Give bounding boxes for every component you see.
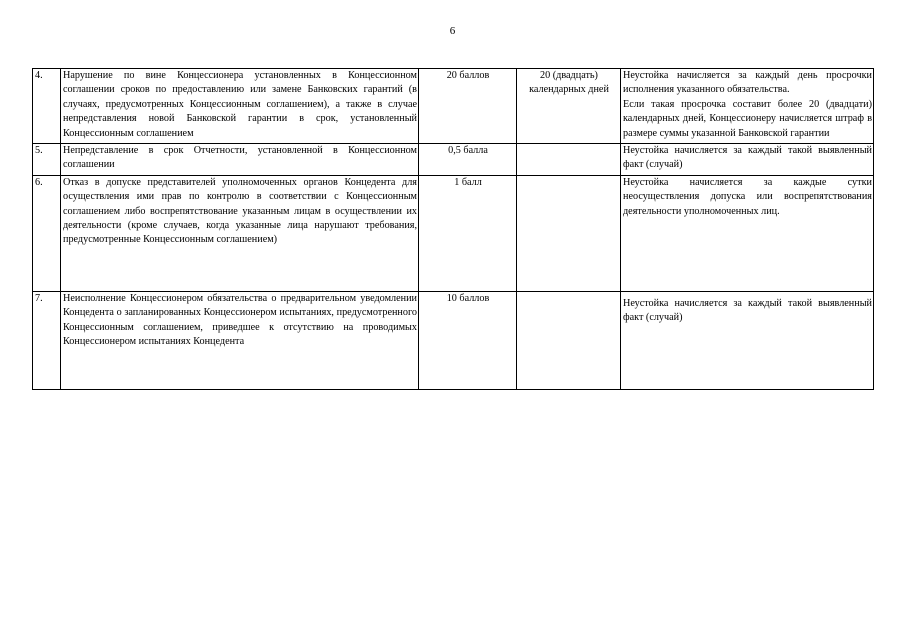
row-number: 6. xyxy=(33,175,61,291)
note-text: Неустойка начисляется за каждый такой выявленный факт (случай) xyxy=(623,297,872,324)
note-cell xyxy=(621,175,874,291)
violation-text: Непредставление в срок Отчетности, установленной в Концессионном соглашении xyxy=(61,144,419,176)
note-text-2: Если такая просрочка составит более 20 (двадцати) календарных дней, Концессионеру начисляется штраф в размере суммы указанной Банковской гарантии xyxy=(623,98,872,139)
note-cell xyxy=(621,291,874,389)
penalty-points: 0,5 балла xyxy=(419,144,517,176)
violation-text: Отказ в допуске представителей уполномоченных органов Концедента для осуществления ими прав по контролю в соответствии с Концессионным соглашением либо воспрепятствование указанным лицам в осуществлении их деятельности (кроме случаев, когда указанные лица нарушают требования, предусмотренные Концессионным соглашением) xyxy=(61,175,419,291)
table-row xyxy=(33,291,874,389)
penalty-points: 10 баллов xyxy=(419,291,517,389)
penalties-table xyxy=(32,68,874,390)
row-number: 5. xyxy=(33,144,61,176)
penalty-points: 20 баллов xyxy=(419,69,517,144)
violation-text: Неисполнение Концессионером обязательства о предварительном уведомлении Концедента о запланированных Концессионером испытаниях, предусмотренного Концессионным соглашением, приведшее к отсутствию на проводимых Концессионером испытаниях Концедента xyxy=(61,291,419,389)
row-number: 4. xyxy=(33,69,61,144)
term-text xyxy=(517,144,621,176)
note-text: Неустойка начисляется за каждые сутки неосуществления допуска или воспрепятствования деятельности уполномоченных лиц. xyxy=(623,176,872,217)
penalty-points: 1 балл xyxy=(419,175,517,291)
table-row xyxy=(33,175,874,291)
term-text xyxy=(517,291,621,389)
note-text: Неустойка начисляется за каждый такой выявленный факт (случай) xyxy=(623,145,872,171)
row-number: 7. xyxy=(33,291,61,389)
term-text xyxy=(517,175,621,291)
term-text: 20 (двадцать) календарных дней xyxy=(517,69,621,144)
table-row xyxy=(33,144,874,176)
page-number: 6 xyxy=(449,25,456,37)
note-cell xyxy=(621,69,874,144)
note-text: Неустойка начисляется за каждый день просрочки исполнения указанного обязательства. xyxy=(623,70,872,96)
violation-text: Нарушение по вине Концессионера установленных в Концессионном соглашении сроков по предоставлению или замене Банковских гарантий (в случаях, предусмотренных Концессионным соглашением), а также в случае непредставления новой Банковской гарантии в срок, установленный Концессионным соглашением xyxy=(61,69,419,144)
note-cell xyxy=(621,144,874,176)
table-row xyxy=(33,69,874,144)
